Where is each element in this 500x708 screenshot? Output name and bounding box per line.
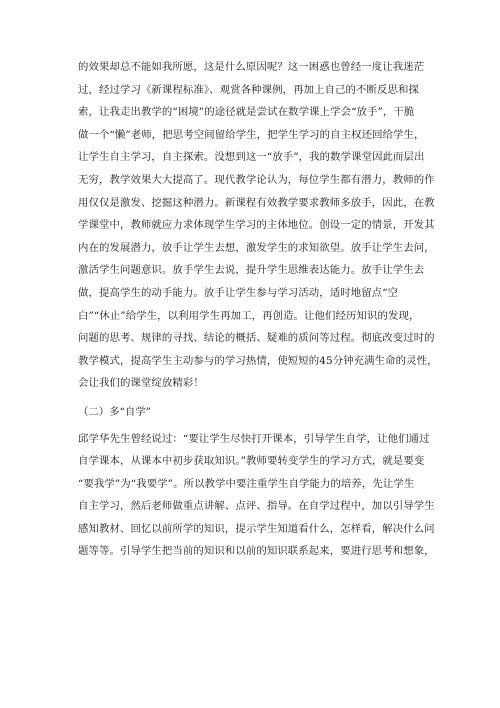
text-line: 白”“休止”给学生，以利用学生再加工，再创造。让他们经历知识的发现， <box>78 309 420 322</box>
section-heading: （二）多“自学” <box>78 405 151 418</box>
text-line: 自主学习，然后老师做重点讲解、点评、指导。在自学过程中，加以引导学生 <box>78 500 435 513</box>
text-line: 过，经过学习《新课程标准》、观赏各种课例，再加上自己的不断反思和探 <box>78 83 419 96</box>
text-line: 问题的思考、规律的寻找、结论的概括、疑难的质问等过程。彻底改变过时的 <box>78 332 435 345</box>
text-line: 做一个“懒”老师，把思考空间留给学生，把学生学习的自主权还回给学生， <box>78 128 425 141</box>
text-line: 题等等。引导学生把当前的知识和以前的知识联系起来，要进行思考和想象， <box>78 545 435 558</box>
text-line: 用仅仅是激发、挖掘这种潜力。新课程有效教学要求教师多放手，因此，在教 <box>78 196 435 209</box>
text-line: 感知教材、回忆以前所学的知识，提示学生知道看什么，怎样看，解决什么问 <box>78 522 435 535</box>
text-line: 邱学华先生曾经说过：“要让学生尽快打开课本，引导学生自学，让他们通过 <box>78 432 430 445</box>
text-line: 自学课本，从课本中初步获取知识。”教师要转变学生的学习方式，就是要变 <box>78 455 425 468</box>
text-line: 无穷，教学效果大大提高了。现代教学论认为，每位学生都有潜力，教师的作 <box>78 173 435 186</box>
text-line: 内在的发展潜力，放手让学生去想，激发学生的求知欲望。放手让学生去问， <box>78 241 435 254</box>
text-line: 激活学生问题意识。放手学生去说，提升学生思维表达能力。放手让学生去 <box>78 264 425 277</box>
text-line: 做，提高学生的动手能力。放手让学生参与学习活动，适时地留点“空 <box>78 286 399 299</box>
text-line: “要我学”为“我要学”。所以教学中要注重学生自学能力的培养，先让学生 <box>78 477 415 490</box>
text-line: 会让我们的课堂绽放精彩！ <box>78 377 204 390</box>
text-line: 教学模式，提高学生主动参与的学习热情，使短短的45分钟充满生命的灵性， <box>78 354 438 367</box>
body-paragraph-1 <box>78 56 438 395</box>
text-line: 的效果却总不能如我所愿，这是什么原因呢？这一困惑也曾经一度让我迷茫 <box>78 61 425 73</box>
document-page <box>78 56 438 563</box>
text-line: 让学生自主学习，自主探索。没想到这一“放手”，我的数学课堂因此而层出 <box>78 151 425 164</box>
text-line: 索，让我走出教学的“困境”的途径就是尝试在数学课上学会“放手”，干脆 <box>78 106 415 119</box>
body-paragraph-2 <box>78 428 435 564</box>
text-line: 学课堂中，教师就应力求体现学生学习的主体地位。创设一定的情景，开发其 <box>78 219 435 232</box>
